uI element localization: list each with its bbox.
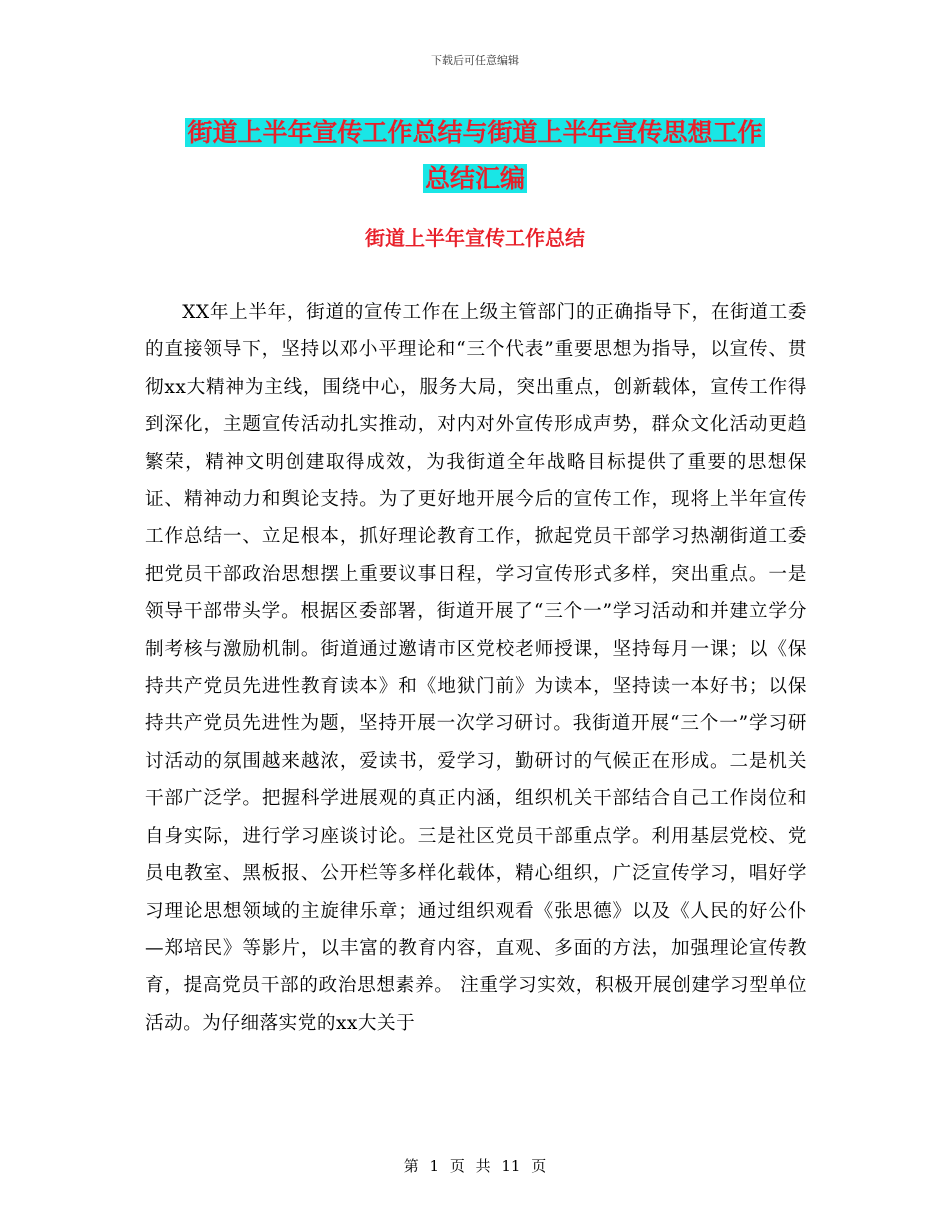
body-paragraph: XX年上半年，街道的宣传工作在上级主管部门的正确指导下，在街道工委的直接领导下，坚持以邓小平理论和“三个代表”重要思想为指导，以宣传、贯彻xx大精神为主线，围绕中心，服务大局，突出重点，创新载体，宣传工作得到深化，主题宣传活动扎实推动，对内对外宣传形成声势，群众文化活动更趋繁荣，精神文明创建取得成效，为我街道全年战略目标提供了重要的思想保证、精神动力和舆论支持。为了更好地开展今后的宣传工作，现将上半年宣传工作总结一、立足根本，抓好理论教育工作，掀起党员干部学习热潮街道工委把党员干部政治思想摆上重要议事日程，学习宣传形式多样，突出重点。一是领导干部带头学。根据区委部署，街道开展了“三个一”学习活动和并建立学分制考核与激励机制。街道通过邀请市区党校老师授课，坚持每月一课；以《保持共产党员先进性教育读本》和《地狱门前》为读本，坚持读一本好书；以保持共产党员先进性为题，坚持开展一次学习研讨。我街道开展“三个一”学习研讨活动的氛围越来越浓，爱读书，爱学习，勤研讨的气候正在形成。二是机关干部广泛学。把握科学进展观的真正内涵，组织机关干部结合自己工作岗位和自身实际，进行学习座谈讨论。三是社区党员干部重点学。利用基层党校、党员电教室、黑板报、公开栏等多样化载体，精心组织，广泛宣传学习，唱好学习理论思想领域的主旋律乐章；通过组织观看《张思德》以及《人民的好公仆—郑培民》等影片，以丰富的教育内容，直观、多面的方法，加强理论宣传教育，提高党员干部的政治思想素养。 注重学习实效，积极开展创建学习型单位活动。为仔细落实党的xx大关于 [145, 302, 807, 1034]
page-footer: 第 1 页 共 11 页 [403, 1157, 547, 1175]
section-title: 街道上半年宣传工作总结 [365, 226, 585, 250]
document-title [140, 110, 810, 202]
document-title-line2: 总结汇编 [424, 164, 525, 193]
document-title-line1: 街道上半年宣传工作总结与街道上半年宣传思想工作 [187, 118, 763, 147]
header-note: 下载后可任意编辑 [431, 54, 519, 67]
